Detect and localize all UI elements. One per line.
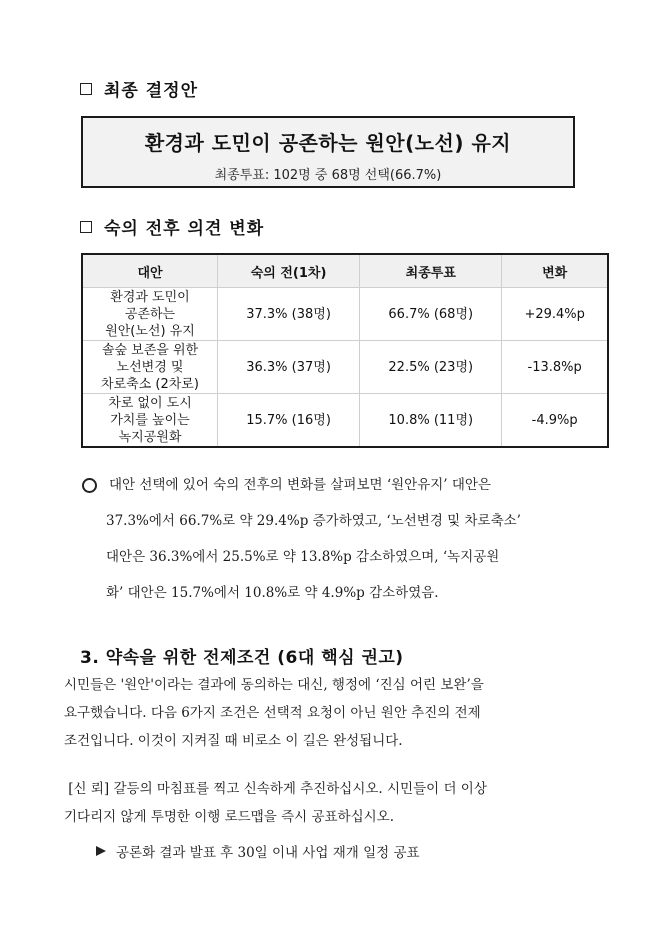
final-cell: 22.5% (23명): [360, 341, 502, 394]
alternative-cell: 환경과 도민이 공존하는 원안(노선) 유지: [82, 288, 218, 341]
square-bullet-icon: [80, 221, 92, 233]
before-cell: 36.3% (37명): [218, 341, 360, 394]
section3-intro: [64, 671, 604, 755]
circle-bullet-icon: [82, 478, 97, 493]
opinion-change-summary: [82, 467, 602, 611]
col-header-alternative: 대안: [82, 254, 218, 288]
trust-action-item: [96, 841, 420, 861]
summary-line: 대안은 36.3%에서 25.5%로 약 13.8%p 감소하였으며, ‘녹지공원: [106, 549, 500, 565]
final-decision-box: [81, 116, 575, 188]
trust-recommendation: [64, 775, 604, 831]
trust-line: [신 뢰] 갈등의 마침표를 찍고 신속하게 추진하십시오. 시민들이 더 이상: [64, 781, 487, 797]
arrow-bullet-icon: [96, 846, 106, 856]
trust-line: 기다리지 않게 투명한 이행 로드맵을 즉시 공표하십시오.: [64, 809, 394, 825]
col-header-final: 최종투표: [360, 254, 502, 288]
table-row: [82, 288, 608, 341]
final-cell: 66.7% (68명): [360, 288, 502, 341]
final-cell: 10.8% (11명): [360, 394, 502, 448]
section3-heading: 3. 약속을 위한 전제조건 (6대 핵심 권고): [80, 648, 404, 668]
square-bullet-icon: [80, 83, 92, 95]
table-header-row: [82, 254, 608, 288]
opinion-change-table: [81, 253, 609, 448]
opinion-change-heading: [80, 214, 264, 239]
table-row: [82, 394, 608, 448]
summary-line: 화’ 대안은 15.7%에서 10.8%로 약 4.9%p 감소하였음.: [106, 585, 439, 601]
decision-title: 환경과 도민이 공존하는 원안(노선) 유지: [144, 131, 512, 155]
intro-line: 요구했습니다. 다음 6가지 조건은 선택적 요청이 아닌 원안 추진의 전제: [64, 705, 481, 721]
decision-vote-result: 최종투표: 102명 중 68명 선택(66.7%): [214, 168, 442, 183]
before-cell: 37.3% (38명): [218, 288, 360, 341]
col-header-change: 변화: [502, 254, 608, 288]
table-row: [82, 341, 608, 394]
change-cell: +29.4%p: [502, 288, 608, 341]
opinion-change-heading-text: 숙의 전후 의견 변화: [104, 219, 265, 239]
col-header-before: 숙의 전(1차): [218, 254, 360, 288]
intro-line: 조건입니다. 이것이 지켜질 때 비로소 이 길은 완성됩니다.: [64, 733, 403, 749]
before-cell: 15.7% (16명): [218, 394, 360, 448]
action-item-text: 공론화 결과 발표 후 30일 이내 사업 재개 일정 공표: [116, 845, 420, 861]
alternative-cell: 차로 없이 도시 가치를 높이는 녹지공원화: [82, 394, 218, 448]
intro-line: 시민들은 '원안'이라는 결과에 동의하는 대신, 행정에 ‘진심 어린 보완’을: [64, 677, 484, 693]
summary-line: 37.3%에서 66.7%로 약 29.4%p 증가하였고, ‘노선변경 및 차로축소’: [106, 513, 521, 529]
change-cell: -13.8%p: [502, 341, 608, 394]
final-decision-heading-text: 최종 결정안: [104, 81, 199, 101]
change-cell: -4.9%p: [502, 394, 608, 448]
final-decision-heading: [80, 76, 198, 101]
summary-line: 대안 선택에 있어 숙의 전후의 변화를 살펴보면 ‘원안유지’ 대안은: [109, 477, 491, 493]
alternative-cell: 솔숲 보존을 위한 노선변경 및 차로축소 (2차로): [82, 341, 218, 394]
